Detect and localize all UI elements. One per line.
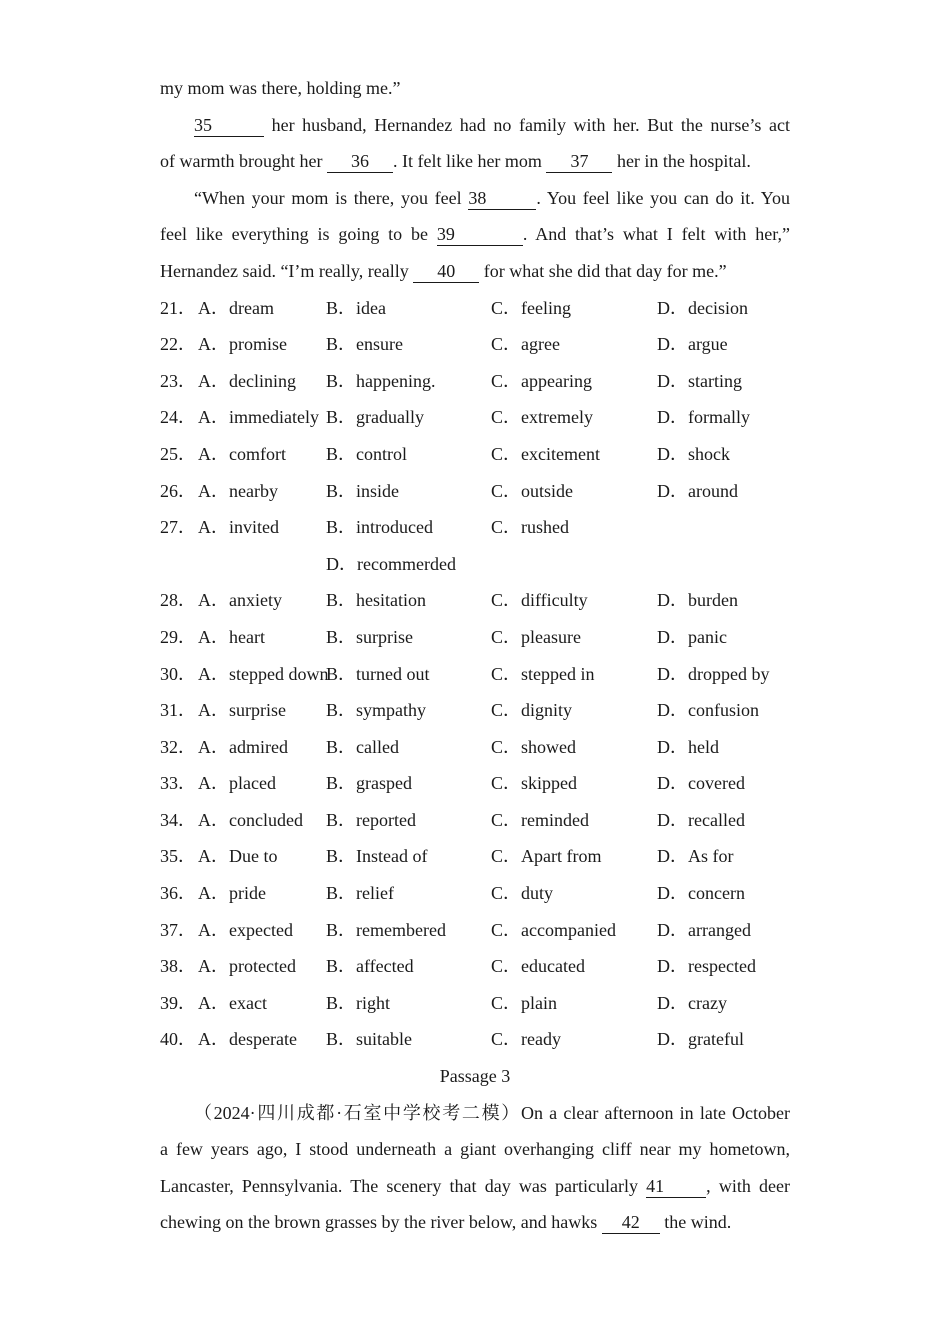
text-span: my mom was there, holding me.”	[160, 78, 401, 98]
option-a: A．promise	[198, 334, 287, 355]
option-c: C．reminded	[491, 809, 589, 830]
passage-title: Passage 3	[439, 1066, 511, 1087]
option-d: D．respected	[657, 956, 756, 977]
option-b: B．relief	[326, 883, 394, 904]
option-b: B．control	[326, 443, 407, 464]
option-b: B．Instead of	[326, 846, 428, 867]
text-span: her in the hospital.	[612, 151, 751, 172]
text-span: . You feel like you can do it. You	[536, 187, 790, 208]
option-d: D．As for	[657, 846, 734, 867]
option-a: A．heart	[198, 626, 265, 647]
text-span: （2024·四川成都·石室中学校考二模）On a clear afternoon in late October	[194, 1102, 790, 1123]
text-span: “When your mom is there, you feel	[194, 187, 469, 208]
option-b: B．sympathy	[326, 700, 427, 721]
text-span: chewing on the brown grasses by the river below, and hawks	[160, 1212, 602, 1233]
text-span: Lancaster, Pennsylvania. The scenery that day was particularly	[160, 1175, 647, 1196]
option-a: A．expected	[198, 919, 293, 940]
option-a: A．comfort	[198, 443, 286, 464]
option-b: B．reported	[326, 809, 416, 830]
option-row	[160, 399, 790, 436]
option-row	[160, 948, 790, 985]
blank-42: 42	[602, 1211, 660, 1234]
question-number: 26．	[160, 480, 196, 501]
question-number: 39．	[160, 992, 196, 1013]
option-b: B．ensure	[326, 334, 403, 355]
document-page	[160, 70, 790, 1241]
text-span: , with deer	[706, 1175, 790, 1196]
option-c: C．feeling	[491, 297, 571, 318]
text-span: feel like everything is going to be	[160, 224, 437, 245]
option-a: A．admired	[198, 736, 288, 757]
text-line	[160, 70, 790, 107]
text-line	[160, 1095, 790, 1132]
option-a: A．Due to	[198, 846, 278, 867]
question-number: 28．	[160, 590, 196, 611]
option-row	[160, 546, 790, 583]
option-b: B．called	[326, 736, 399, 757]
option-a: A．dream	[198, 297, 274, 318]
option-a: A．protected	[198, 956, 296, 977]
option-a: A．surprise	[198, 700, 286, 721]
option-d: D．concern	[657, 883, 745, 904]
question-number: 23．	[160, 370, 196, 391]
option-row	[160, 656, 790, 693]
option-d: D．decision	[657, 297, 748, 318]
option-a: A．immediately	[198, 407, 319, 428]
text-line	[160, 1131, 790, 1168]
option-a: A．pride	[198, 883, 266, 904]
option-row	[160, 290, 790, 327]
option-d: D．argue	[657, 334, 728, 355]
option-row	[160, 729, 790, 766]
option-d: D．covered	[657, 773, 745, 794]
blank-39: 39	[437, 223, 523, 246]
option-row	[160, 838, 790, 875]
option-row	[160, 765, 790, 802]
option-d: D．arranged	[657, 919, 751, 940]
text-span: Hernandez said. “I’m really, really	[160, 260, 414, 281]
option-d: D．panic	[657, 626, 727, 647]
question-number: 22．	[160, 334, 196, 355]
option-a: A．anxiety	[198, 590, 282, 611]
option-a: A．declining	[198, 370, 296, 391]
option-row	[160, 363, 790, 400]
text-span: her husband, Hernandez had no family with her. But the nurse’s act	[264, 114, 790, 135]
option-b: B．remembered	[326, 919, 446, 940]
text-span: . And that’s what I felt with her,”	[522, 224, 790, 245]
option-c: C．ready	[491, 1029, 561, 1050]
option-b: B．surprise	[326, 626, 413, 647]
question-number: 36．	[160, 883, 196, 904]
option-c: C．dignity	[491, 700, 573, 721]
option-d: D．dropped by	[657, 663, 770, 684]
text-line	[160, 1204, 790, 1241]
question-number: 40．	[160, 1029, 196, 1050]
option-a: A．desperate	[198, 1029, 297, 1050]
option-c: C．plain	[491, 992, 557, 1013]
option-a: A．invited	[198, 517, 279, 538]
text-span: for what she did that day for me.”	[479, 260, 727, 281]
option-c: C．duty	[491, 883, 554, 904]
question-number: 37．	[160, 919, 196, 940]
option-b: B．inside	[326, 480, 400, 501]
text-span: a few years ago, I stood underneath a giant overhanging cliff near my hometown,	[160, 1139, 790, 1160]
option-a: A．exact	[198, 992, 267, 1013]
option-row	[160, 875, 790, 912]
option-c: C．showed	[491, 736, 576, 757]
option-c: C．extremely	[491, 407, 593, 428]
blank-36: 36	[327, 150, 393, 173]
option-d: D．formally	[657, 407, 750, 428]
option-b: B．happening.	[326, 370, 436, 391]
option-d: D．confusion	[657, 700, 759, 721]
option-row	[160, 509, 790, 546]
option-a: A．nearby	[198, 480, 278, 501]
option-row	[160, 326, 790, 363]
option-c: C．skipped	[491, 773, 578, 794]
blank-40: 40	[413, 260, 479, 283]
question-number: 35．	[160, 846, 196, 867]
question-number: 21．	[160, 297, 196, 318]
question-number: 25．	[160, 443, 196, 464]
option-b: D．recommerded	[326, 553, 456, 574]
option-a: A．concluded	[198, 809, 303, 830]
option-row	[160, 692, 790, 729]
option-c: C．outside	[491, 480, 574, 501]
text-line	[160, 1168, 790, 1205]
option-b: B．hesitation	[326, 590, 426, 611]
option-d: D．burden	[657, 590, 738, 611]
option-c: C．pleasure	[491, 626, 581, 647]
option-b: B．suitable	[326, 1029, 412, 1050]
option-row	[160, 1021, 790, 1058]
option-c: C．accompanied	[491, 919, 616, 940]
option-b: B．gradually	[326, 407, 424, 428]
option-c: C．appearing	[491, 370, 592, 391]
text-line	[160, 216, 790, 253]
option-b: B．idea	[326, 297, 386, 318]
option-c: C．Apart from	[491, 846, 602, 867]
blank-41: 41	[646, 1175, 706, 1198]
option-c: C．excitement	[491, 443, 600, 464]
question-number: 34．	[160, 809, 196, 830]
question-number: 27．	[160, 517, 196, 538]
option-row	[160, 985, 790, 1022]
option-row	[160, 582, 790, 619]
option-d: D．shock	[657, 443, 730, 464]
option-d: D．starting	[657, 370, 742, 391]
text-line	[160, 253, 790, 290]
question-number: 31．	[160, 700, 196, 721]
question-number: 32．	[160, 736, 196, 757]
option-b: B．right	[326, 992, 391, 1013]
text-line	[160, 180, 790, 217]
option-row	[160, 436, 790, 473]
option-row	[160, 802, 790, 839]
question-number: 29．	[160, 626, 196, 647]
option-c: C．educated	[491, 956, 585, 977]
text-span: . It felt like her mom	[392, 151, 547, 172]
option-d: D．held	[657, 736, 719, 757]
option-b: B．grasped	[326, 773, 412, 794]
text-line	[160, 107, 790, 144]
option-c: C．stepped in	[491, 663, 595, 684]
option-a: A．stepped down	[198, 663, 329, 684]
option-c: C．agree	[491, 334, 560, 355]
option-b: B．introduced	[326, 517, 433, 538]
text-line	[160, 143, 790, 180]
option-d: D．recalled	[657, 809, 745, 830]
options-list	[160, 290, 790, 1058]
option-c: C．difficulty	[491, 590, 588, 611]
option-b: B．turned out	[326, 663, 430, 684]
option-c: C．rushed	[491, 517, 569, 538]
question-number: 24．	[160, 407, 196, 428]
question-number: 33．	[160, 773, 196, 794]
option-d: D．grateful	[657, 1029, 744, 1050]
option-row	[160, 912, 790, 949]
blank-37: 37	[546, 150, 612, 173]
option-a: A．placed	[198, 773, 276, 794]
blank-35: 35	[194, 114, 264, 137]
option-b: B．affected	[326, 956, 414, 977]
text-span: of warmth brought her	[160, 151, 327, 172]
question-number: 38．	[160, 956, 196, 977]
question-number: 30．	[160, 663, 196, 684]
text-span: the wind.	[659, 1212, 732, 1233]
option-d: D．around	[657, 480, 738, 501]
blank-38: 38	[468, 187, 536, 210]
option-d: D．crazy	[657, 992, 727, 1013]
option-row	[160, 473, 790, 510]
option-row	[160, 619, 790, 656]
